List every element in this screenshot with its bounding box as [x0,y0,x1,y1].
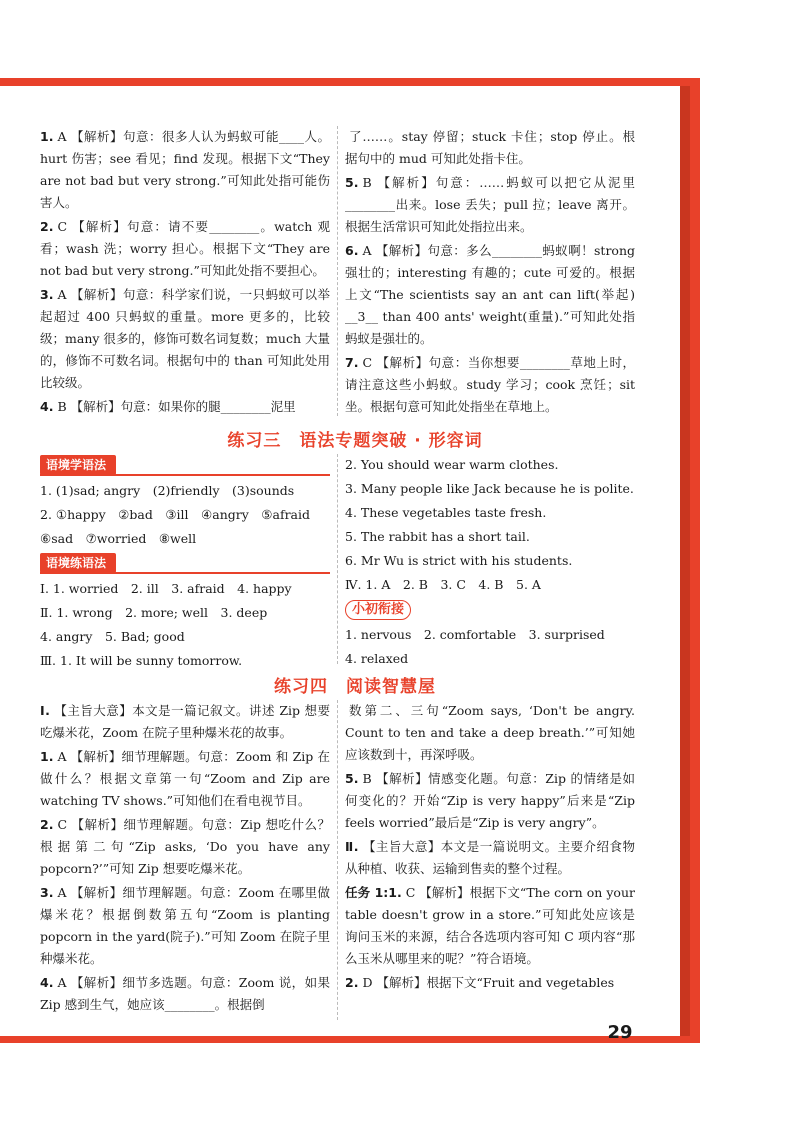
answer-item: 5. B 【解析】情感变化题。句意：Zip 的情绪是如何变化的？开始“Zip is very happy”后来是“Zip feels worried”最后是“Zip is very angry”。 [345,771,635,830]
answer-item: 4. B 【解析】句意：如果你的腿________泥里 [40,399,296,414]
reading-right-column [345,700,635,996]
answer-line: Ⅲ. 1. It will be sunny tomorrow. [40,653,243,668]
answer-item: 7. C 【解析】句意：当你想要________草地上时，请注意这些小蚂蚁。study 学习；cook 烹饪；sit 坐。根据句意可知此处指坐在草地上。 [345,355,635,414]
answer-item: 4. A 【解析】细节多选题。句意：Zoom 说，如果 Zip 感到生气，她应该________。根据倒 [40,975,330,1012]
page-frame-top [0,78,700,86]
answer-line: 4. These vegetables taste fresh. [345,505,547,520]
answer-item: 了……。stay 停留；stuck 卡住；stop 停止。根据句中的 mud 可知此处指卡住。 [345,129,635,166]
answer-line: 3. Many people like Jack because he is polite. [345,481,634,496]
answer-line: 2. ①happy ②bad ③ill ④angry ⑤afraid [40,507,310,522]
answer-item: 1. A 【解析】句意：很多人认为蚂蚁可能____人。hurt 伤害；see 看见；find 发现。根据下文“They are not bad but very strong.”可知此处指可能伤害人。 [40,129,330,210]
grammar-right-column [345,454,635,672]
answer-item: 5. B 【解析】句意：……蚂蚁可以把它从泥里________出来。lose 丢失；pull 拉；leave 离开。根据生活常识可知此处指拉出来。 [345,175,635,234]
reading-left-column [40,700,330,1018]
answer-item: 6. A 【解析】句意：多么________蚂蚁啊！strong 强壮的；interesting 有趣的；cute 可爱的。根据上文“The scientists say an ant can lift(举起) __3__ than 400 ants' weight(重量).”可知此处指蚂蚁是强壮的。 [345,243,635,346]
answer-line: Ⅰ. 1. worried 2. ill 3. afraid 4. happy [40,581,292,596]
column-divider [337,700,339,1020]
top-right-column [345,126,635,420]
answer-line: 2. You should wear warm clothes. [345,457,559,472]
context-practice-badge: 语境练语法 [40,553,116,573]
answer-line: 4. angry 5. Bad; good [40,629,185,644]
bridge-badge: 小初衔接 [345,600,411,620]
top-left-column [40,126,330,420]
answer-line: 5. The rabbit has a short tail. [345,529,530,544]
column-divider [337,454,339,664]
answer-item: Ⅰ. 【主旨大意】本文是一篇记叙文。讲述 Zip 想要吃爆米花，Zoom 在院子里种爆米花的故事。 [40,703,330,740]
answer-line: Ⅳ. 1. A 2. B 3. C 4. B 5. A [345,577,541,592]
answer-item: 1. A 【解析】细节理解题。句意：Zoom 和 Zip 在做什么？根据文章第一句“Zoom and Zip are watching TV shows.”可知他们在看电视节目。 [40,749,330,808]
answer-item: 3. A 【解析】句意：科学家们说，一只蚂蚁可以举起超过 400 只蚂蚁的重量。more 更多的，比较级；many 很多的，修饰可数名词复数；much 大量的，修饰不可数名词。根据句中的 than 可知此处用比较级。 [40,287,330,390]
answer-item: 2. C 【解析】细节理解题。句意：Zip 想吃什么？根据第二句“Zip asks, ‘Do you have any popcorn?’”可知 Zip 想要吃爆米花。 [40,817,330,876]
answer-line: 1. (1)sad; angry (2)friendly (3)sounds [40,483,295,498]
context-learn-badge: 语境学语法 [40,455,116,475]
answer-item: 2. C 【解析】句意：请不要________。watch 观看；wash 洗；worry 担心。根据下文“They are not bad but very strong.”可知此处指不要担心。 [40,219,330,278]
grammar-left-column [40,454,330,674]
page-frame-right [690,78,700,1043]
page-frame-right-shade [680,86,690,1043]
section-title-grammar: 练习三 语法专题突破 · 形容词 [227,431,483,451]
answer-line: 6. Mr Wu is strict with his students. [345,553,573,568]
badge-row [40,454,330,476]
badge-row [40,552,330,574]
column-divider [337,126,339,416]
page-frame-bottom [0,1036,700,1043]
answer-line: 4. relaxed [345,651,409,666]
answer-line: Ⅱ. 1. wrong 2. more; well 3. deep [40,605,268,620]
answer-item: 数第二、三句“Zoom says, ‘Don't be angry. Count to ten and take a deep breath.’”可知她应该数到十，再深呼吸。 [345,703,635,762]
answer-item: 2. D 【解析】根据下文“Fruit and vegetables [345,975,615,990]
badge-row [345,598,635,620]
page-number: 29 [607,1022,633,1043]
answer-line: 1. nervous 2. comfortable 3. surprised [345,627,605,642]
answer-item: 任务 1:1. C 【解析】根据下文“The corn on your table doesn't grow in a store.”可知此处应该是询问玉米的来源，结合各选项内容可知 C 项内容“那么玉米从哪里来的呢？”符合语境。 [345,885,635,966]
answer-line: ⑥sad ⑦worried ⑧well [40,531,197,546]
answer-item: Ⅱ. 【主旨大意】本文是一篇说明文。主要介绍食物从种植、收获、运输到售卖的整个过程。 [345,839,635,876]
section-title-reading: 练习四 阅读智慧屋 [274,677,436,697]
answer-item: 3. A 【解析】细节理解题。句意：Zoom 在哪里做爆米花？根据倒数第五句“Zoom is planting popcorn in the yard(院子).”可知 Zoom 在院子里种爆米花。 [40,885,330,966]
